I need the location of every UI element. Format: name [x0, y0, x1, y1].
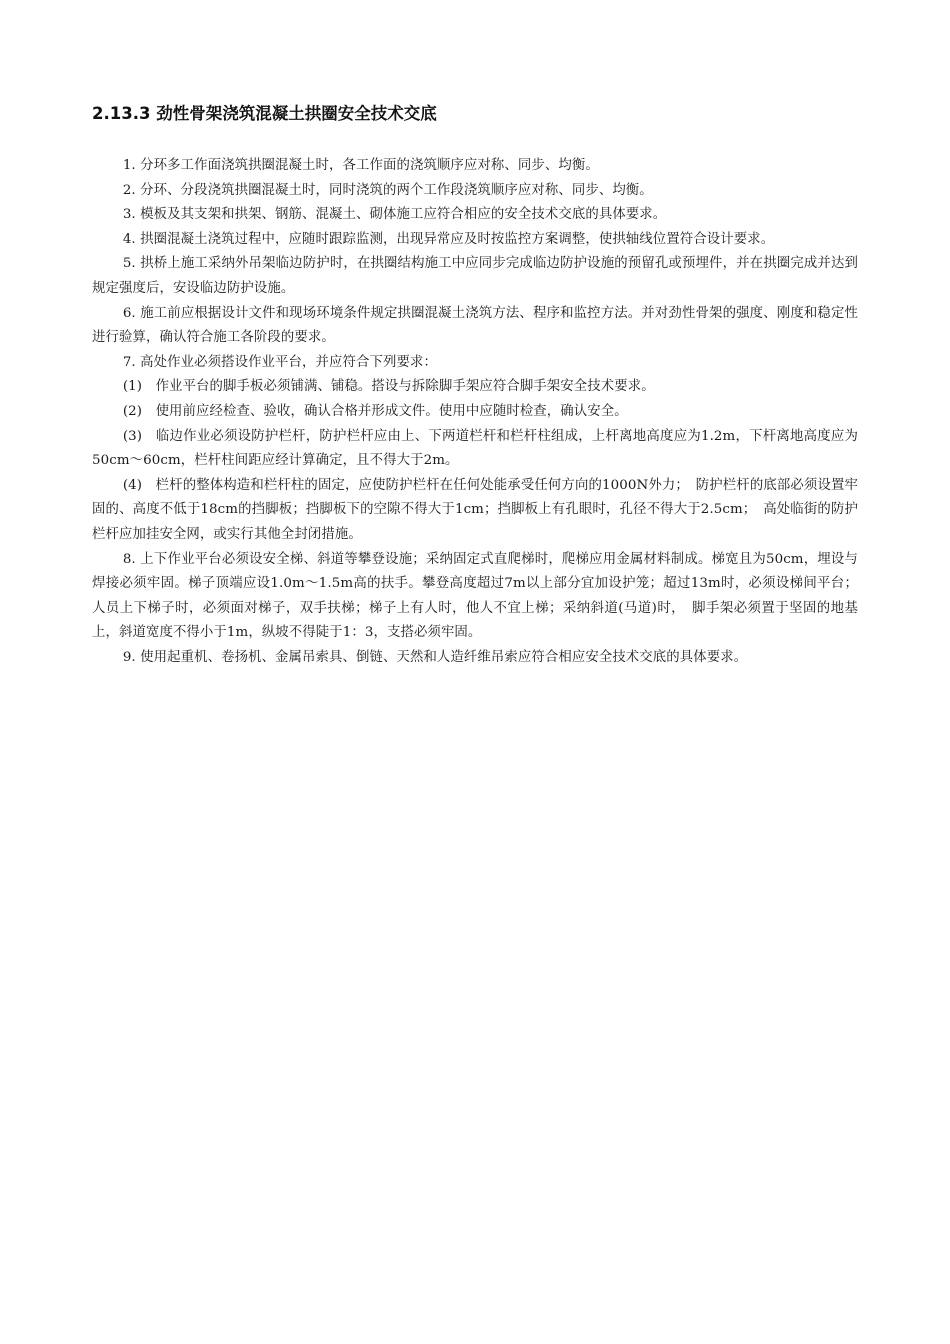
paragraph-9: 9. 使用起重机、卷扬机、金属吊索具、倒链、天然和人造纤维吊索应符合相应安全技术交底的具体要求。	[122, 649, 748, 665]
paragraph-6: 6. 施工前应根据设计文件和现场环境条件规定拱圈混凝土浇筑方法、程序和监控方法。并对劲性骨架的强度、刚度和稳定性进行验算，确认符合施工各阶段的要求。	[92, 305, 858, 346]
section-title: 2.13.3 劲性骨架浇筑混凝土拱圈安全技术交底	[92, 104, 437, 123]
sub-item-2: (2) 使用前应经检查、验收，确认合格并形成文件。使用中应随时检查，确认安全。	[122, 403, 628, 419]
paragraph-8: 8. 上下作业平台必须设安全梯、斜道等攀登设施；采纳固定式直爬梯时，爬梯应用金属材料制成。梯宽且为50cm，埋设与焊接必须牢固。梯子顶端应设1.0m～1.5m高的扶手。攀登高度超过7m以上部分宜加设护笼；超过13m时，必须设梯间平台；人员上下梯子时，必须面对梯子，双手扶梯；梯子上有人时，他人不宜上梯；采纳斜道(马道)时， 脚手架必须置于坚固的地基上，斜道宽度不得小于1m，纵坡不得陡于1：3，支搭必须牢固。	[92, 551, 858, 641]
paragraph-1: 1. 分环多工作面浇筑拱圈混凝土时，各工作面的浇筑顺序应对称、同步、均衡。	[122, 158, 599, 173]
paragraph-7: 7. 高处作业必须搭设作业平台，并应符合下列要求：	[122, 354, 437, 370]
paragraph-4: 4. 拱圈混凝土浇筑过程中，应随时跟踪监测，出现异常应及时按监控方案调整，使拱轴线位置符合设计要求。	[122, 231, 775, 247]
paragraph-2: 2. 分环、分段浇筑拱圈混凝土时，同时浇筑的两个工作段浇筑顺序应对称、同步、均衡。	[122, 182, 653, 198]
sub-item-3: (3) 临边作业必须设防护栏杆，防护栏杆应由上、下两道栏杆和栏杆柱组成，上杆离地高度应为1.2m，下杆离地高度应为50cm～60cm，栏杆柱间距应经计算确定，且不得大于2m。	[92, 428, 858, 469]
document-page	[92, 100, 858, 670]
paragraph-5: 5. 拱桥上施工采纳外吊架临边防护时，在拱圈结构施工中应同步完成临边防护设施的预留孔或预埋件，并在拱圈完成并达到规定强度后，安设临边防护设施。	[92, 256, 858, 296]
sub-item-4: (4) 栏杆的整体构造和栏杆柱的固定，应使防护栏杆在任何处能承受任何方向的1000N外力； 防护栏杆的底部必须设置牢固的、高度不低于18cm的挡脚板；挡脚板下的空隙不得大于1cm；挡脚板上有孔眼时，孔径不得大于2.5cm； 高处临街的防护栏杆应加挂安全网，或实行其他全封闭措施。	[92, 477, 858, 542]
sub-item-1: (1) 作业平台的脚手板必须铺满、铺稳。搭设与拆除脚手架应符合脚手架安全技术要求。	[122, 379, 655, 395]
paragraph-3: 3. 模板及其支架和拱架、钢筋、混凝土、砌体施工应符合相应的安全技术交底的具体要求。	[122, 207, 667, 223]
section-body	[92, 154, 858, 670]
